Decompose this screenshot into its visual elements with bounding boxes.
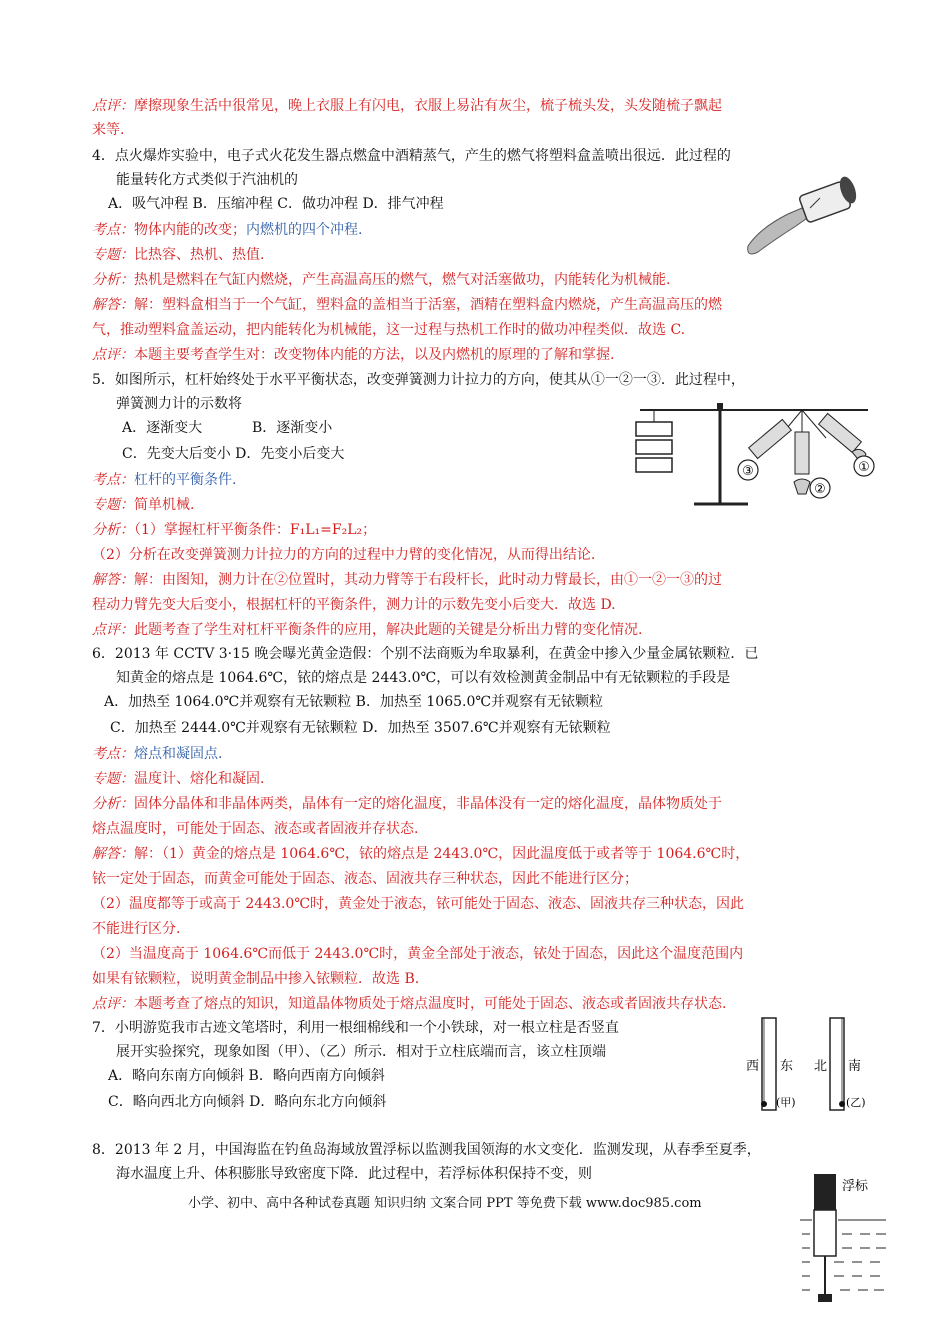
q4-stem-line2: 能量转化方式类似于汽油机的 (116, 172, 298, 188)
q6-jieda-line1: 解答：解：（1）黄金的熔点是 1064.6℃，铱的熔点是 2443.0℃，因此温度低于或者等于 1064.6℃时， (92, 846, 750, 862)
q8-stem-line2: 海水温度上升、体积膨胀导致密度下降．此过程中，若浮标体积保持不变，则 (116, 1166, 592, 1182)
q5-option-b: B．逐渐变小 (252, 420, 333, 436)
label-jia: (甲) (776, 1096, 796, 1109)
spark-generator-figure (740, 168, 870, 258)
lever-label-3: ③ (742, 464, 754, 479)
q6-stem-line2: 知黄金的熔点是 1064.6℃，铱的熔点是 2443.0℃，可以有效检测黄金制品中有无铱颗粒的手段是 (116, 670, 731, 686)
buoy-figure (800, 1170, 892, 1310)
q7-stem-line2: 展开实验探究，现象如图（甲）、（乙）所示．相对于立柱底端而言，该立柱顶端 (116, 1044, 606, 1060)
q6-stem-line1: 6．2013 年 CCTV 3·15 晚会曝光黄金造假：个别不法商贩为牟取暴利，在黄金中掺入少量金属铱颗粒．已 (92, 646, 759, 662)
q5-jieda-line2: 程动力臂先变大后变小，根据杠杆的平衡条件，测力计的示数先变小后变大．故选 D. (92, 597, 616, 613)
q4-jieda-line2: 气，推动塑料盒盖运动，把内能转化为机械能，这一过程与热机工作时的做功冲程类似．故选 C. (92, 322, 686, 338)
page-footer: 小学、初中、高中各种试卷真题 知识归纳 文案合同 PPT 等免费下载 www.doc985.com (188, 1196, 702, 1211)
q4-stem-line1: 4．点火爆炸实验中，电子式火花发生器点燃盒中酒精蒸气，产生的燃气将塑料盒盖喷出很远．此过程的 (92, 148, 731, 164)
label-west: 西 (746, 1059, 760, 1074)
label-south: 南 (848, 1059, 862, 1074)
q4-kaodian: 考点：物体内能的改变；内燃机的四个冲程. (92, 222, 363, 238)
q4-fenxi: 分析：热机是燃料在气缸内燃烧，产生高温高压的燃气，燃气对活塞做功，内能转化为机械能. (92, 272, 671, 288)
q6-fenxi-line2: 熔点温度时，可能处于固态、液态或者固液并存状态. (92, 821, 419, 837)
q6-jieda-line4: 不能进行区分. (92, 921, 181, 937)
q5-kaodian: 考点：杠杆的平衡条件. (92, 472, 237, 488)
q6-kaodian: 考点：熔点和凝固点. (92, 746, 223, 762)
q5-stem-line1: 5．如图所示，杠杆始终处于水平平衡状态，改变弹簧测力计拉力的方向，使其从①一②一③．此过程中， (92, 372, 745, 388)
lever-figure (622, 398, 884, 514)
label-north: 北 (814, 1059, 828, 1074)
q5-zhuanti: 专题：简单机械. (92, 497, 195, 513)
buoy-label: 浮标 (842, 1179, 869, 1194)
label-east: 东 (780, 1059, 794, 1074)
q6-dianping: 点评：本题考查了熔点的知识，知道晶体物质处于熔点温度时，可能处于固态、液态或者固液共存状态. (92, 996, 727, 1012)
q6-jieda-line6: 如果有铱颗粒，说明黄金制品中掺入铱颗粒．故选 B. (92, 971, 420, 987)
q6-zhuanti: 专题：温度计、熔化和凝固. (92, 771, 265, 787)
q6-jieda-line5: （2）当温度高于 1064.6℃而低于 2443.0℃时，黄金全部处于液态，铱处于固态，因此这个温度范围内 (92, 946, 744, 962)
q6-options-cd: C．加热至 2444.0℃并观察有无铱颗粒 D．加热至 3507.6℃并观察有无铱颗粒 (110, 720, 611, 736)
q7-options-cd: C．略向西北方向倾斜 D．略向东北方向倾斜 (108, 1094, 387, 1110)
q5-option-a: A．逐渐变大 (122, 420, 203, 436)
q6-fenxi-line1: 分析：固体分晶体和非晶体两类，晶体有一定的熔化温度，非晶体没有一定的熔化温度，晶体物质处于 (92, 796, 722, 812)
pillar-plumb-figure (742, 1014, 882, 1114)
label-yi: (乙) (846, 1096, 866, 1109)
q4-options: A．吸气冲程 B．压缩冲程 C．做功冲程 D．排气冲程 (108, 196, 444, 212)
q6-jieda-line2: 铱一定处于固态，而黄金可能处于固态、液态、固液共存三种状态，因此不能进行区分； (92, 871, 638, 887)
q5-fenxi-line1: 分析：（1）掌握杠杆平衡条件：F₁L₁=F₂L₂； (92, 522, 377, 538)
q7-options-ab: A．略向东南方向倾斜 B．略向西南方向倾斜 (108, 1068, 385, 1084)
q5-dianping: 点评：此题考查了学生对杠杆平衡条件的应用，解决此题的关键是分析出力臂的变化情况. (92, 622, 643, 638)
q4-jieda-line1: 解答：解：塑料盒相当于一个气缸，塑料盒的盖相当于活塞，酒精在塑料盒内燃烧，产生高温高压的燃 (92, 297, 722, 313)
q5-fenxi-line2: （2）分析在改变弹簧测力计拉力的方向的过程中力臂的变化情况，从而得出结论. (92, 547, 596, 563)
q5-option-cd: C．先变大后变小 D．先变小后变大 (122, 446, 345, 462)
q7-stem-line1: 7．小明游览我市古迹文笔塔时，利用一根细棉线和一个小铁球，对一根立柱是否竖直 (92, 1020, 619, 1036)
q6-jieda-line3: （2）温度都等于或高于 2443.0℃时，黄金处于液态，铱可能处于固态、液态、固液共存三种状态，因此 (92, 896, 745, 912)
lever-label-2: ② (814, 482, 826, 497)
q5-stem-line2: 弹簧测力计的示数将 (116, 396, 242, 412)
q3-comment-line1: 点评：摩擦现象生活中很常见，晚上衣服上有闪电，衣服上易沾有灰尘，梳子梳头发，头发随梳子飘起 (92, 98, 722, 114)
q4-dianping: 点评：本题主要考查学生对：改变物体内能的方法，以及内燃机的原理的了解和掌握. (92, 347, 615, 363)
q3-comment-line2: 来等. (92, 122, 125, 138)
q6-options-ab: A．加热至 1064.0℃并观察有无铱颗粒 B．加热至 1065.0℃并观察有无铱颗粒 (104, 694, 604, 710)
q5-jieda-line1: 解答：解：由图知，测力计在②位置时，其动力臂等于右段杆长，此时动力臂最长，由①一②一③的过 (92, 572, 722, 588)
lever-label-1: ① (858, 460, 870, 475)
q8-stem-line1: 8．2013 年 2 月，中国海监在钓鱼岛海域放置浮标以监测我国领海的水文变化．监测发现，从春季至夏季， (92, 1142, 761, 1158)
q4-zhuanti: 专题：比热容、热机、热值. (92, 247, 265, 263)
